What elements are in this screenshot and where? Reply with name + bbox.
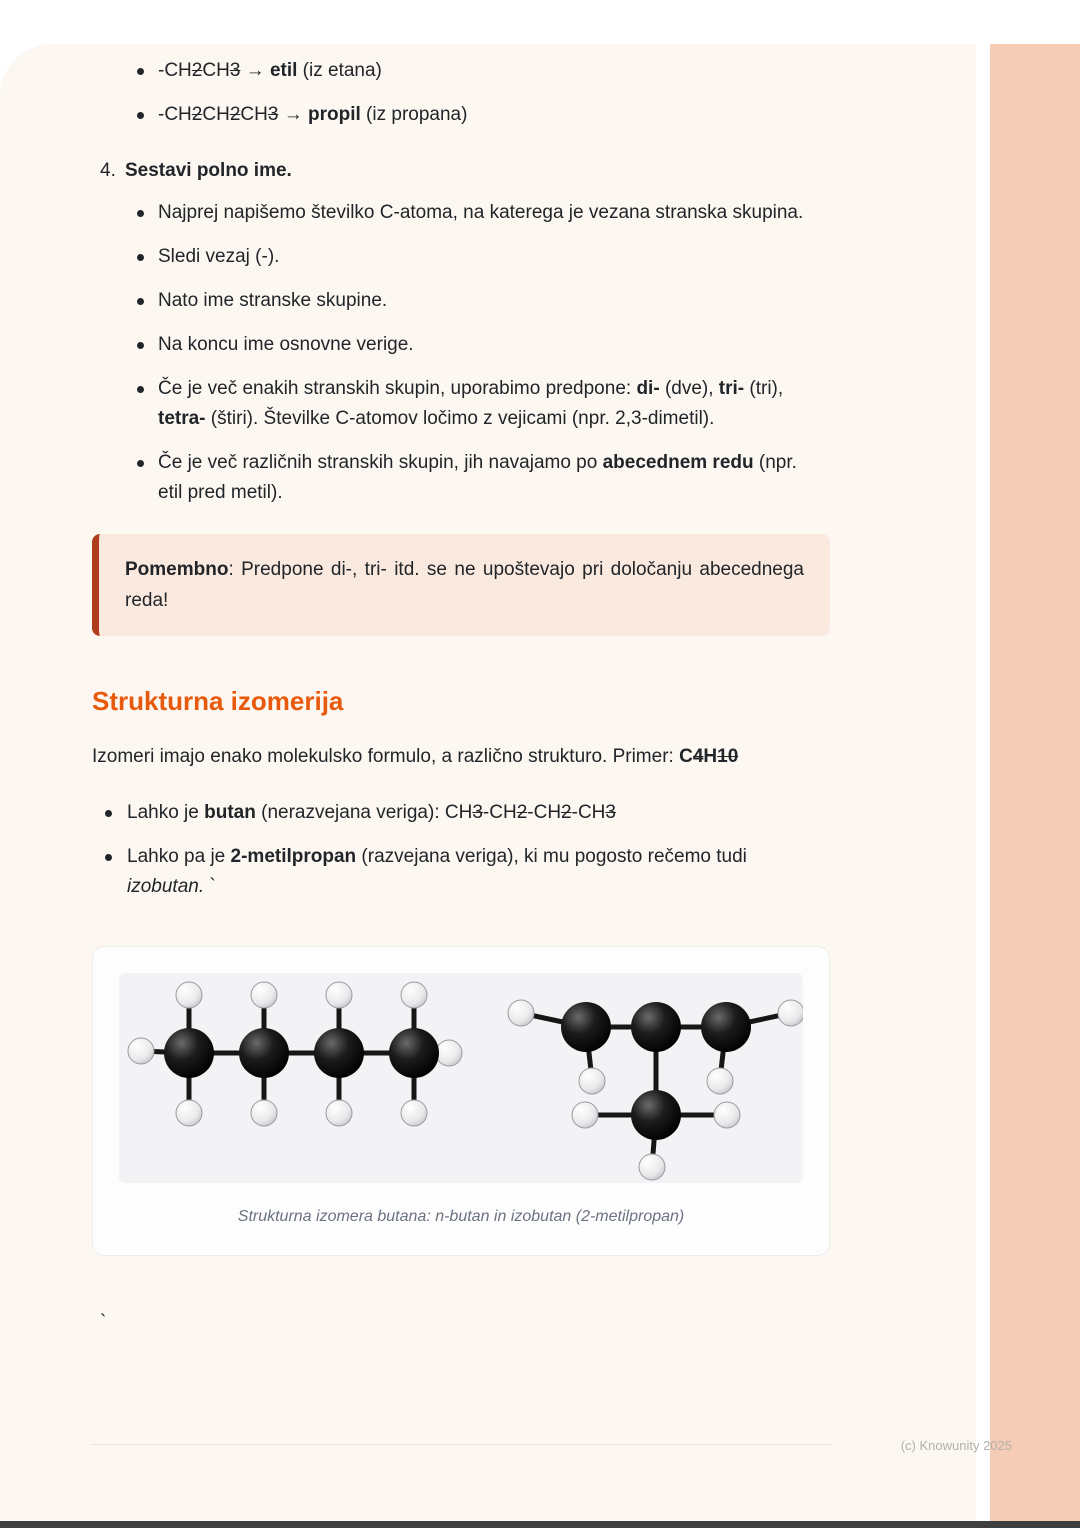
text-segment: Na koncu ime osnovne verige.: [158, 334, 414, 355]
important-callout: [92, 534, 830, 636]
hydrogen-atom: [508, 1000, 534, 1026]
text-segment: 2: [191, 104, 203, 125]
figure-card: [92, 946, 830, 1256]
text-segment: (npr. etil pred metil).: [158, 452, 797, 503]
section-heading: Strukturna izomerija: [92, 686, 344, 716]
text-segment: →: [240, 60, 270, 81]
text-segment: 3: [267, 104, 279, 125]
text-segment: Če je več enakih stranskih skupin, uporabimo predpone:: [158, 378, 637, 399]
hydrogen-atom: [401, 982, 427, 1008]
molecule-image: [119, 973, 803, 1183]
hydrogen-atom: [639, 1154, 665, 1180]
next-page-edge: [0, 1521, 1080, 1528]
text-segment: (iz etana): [297, 60, 382, 81]
text-segment: 3: [472, 802, 483, 823]
isomer-list: [92, 798, 832, 902]
carbon-atom: [631, 1090, 681, 1140]
text-segment: (dve),: [659, 378, 719, 399]
text-segment: 3: [605, 802, 616, 823]
hydrogen-atom: [326, 1100, 352, 1126]
text-segment: (štiri). Številke C-atomov ločimo z vejicami (npr. 2,3-dimetil).: [205, 408, 715, 429]
text-segment: 2-metilpropan: [230, 846, 357, 867]
text-segment: CH: [202, 60, 230, 81]
list-item-text: [158, 104, 467, 125]
list-item: [92, 198, 832, 228]
footer-divider: [92, 1444, 832, 1445]
carbon-atom: [631, 1002, 681, 1052]
stray-backtick: `: [100, 1312, 107, 1333]
text-segment: Nato ime stranske skupine.: [158, 290, 388, 311]
hydrogen-atom: [176, 982, 202, 1008]
document-content: [92, 44, 832, 1338]
list-item: [92, 374, 832, 434]
list-item: [92, 330, 832, 360]
list-item-text: [158, 334, 414, 355]
n-butane-model: [128, 982, 462, 1126]
text-segment: Če je več različnih stranskih skupin, jih navajamo po: [158, 452, 603, 473]
hydrogen-atom: [401, 1100, 427, 1126]
text-segment: -CH: [571, 802, 606, 823]
numbered-step-4: [92, 156, 832, 186]
carbon-atom: [314, 1028, 364, 1078]
text-segment: Sledi vezaj (-).: [158, 246, 280, 267]
text-segment: Lahko je: [127, 802, 205, 823]
hydrogen-atom: [326, 982, 352, 1008]
hydrogen-atom: [251, 1100, 277, 1126]
list-item-text: [127, 802, 616, 823]
text-segment: Izomeri imajo enako molekulsko formulo, a različno strukturo. Primer:: [92, 746, 680, 767]
text-segment: Najprej napišemo številko C-atoma, na katerega je vezana stranska skupina.: [158, 202, 804, 223]
carbon-atom: [239, 1028, 289, 1078]
hydrogen-atom: [251, 982, 277, 1008]
text-segment: izobutan.: [127, 876, 205, 897]
text-segment: tetra-: [158, 408, 206, 429]
list-item: [92, 242, 832, 272]
hydrogen-atom: [572, 1102, 598, 1128]
list-item-text: [158, 452, 797, 503]
alkyl-group-list: [92, 44, 832, 130]
text-segment: tri-: [718, 378, 745, 399]
text-segment: -CH: [158, 104, 192, 125]
text-segment: (iz propana): [360, 104, 468, 125]
carbon-atom: [561, 1002, 611, 1052]
list-item-text: [158, 290, 387, 311]
page-edge-gap: [976, 44, 990, 1522]
hydrogen-atom: [176, 1100, 202, 1126]
text-segment: -CH: [158, 60, 192, 81]
list-item: [92, 448, 832, 508]
hydrogen-atom: [714, 1102, 740, 1128]
text-segment: `: [204, 876, 216, 897]
text-segment: C: [679, 746, 693, 767]
step-number: 4.: [100, 160, 116, 181]
text-segment: (tri),: [744, 378, 784, 399]
list-item-text: [127, 846, 747, 897]
text-segment: 2: [561, 802, 572, 823]
text-segment: -CH: [482, 802, 517, 823]
text-segment: di-: [636, 378, 660, 399]
text-segment: CH: [202, 104, 230, 125]
text-segment: (razvejana veriga), ki mu pogosto rečemo tudi: [356, 846, 747, 867]
hydrogen-atom: [128, 1038, 154, 1064]
list-item-text: [158, 378, 783, 429]
list-item-text: [158, 60, 382, 81]
text-segment: propil: [307, 104, 361, 125]
figure-caption: Strukturna izomera butana: n-butan in izobutan (2-metilpropan): [237, 1208, 685, 1225]
text-segment: : Predpone di-, tri- itd. se ne upoštevajo pri določanju abecednega reda!: [125, 559, 804, 611]
hydrogen-atom: [436, 1040, 462, 1066]
text-segment: CH: [240, 104, 268, 125]
list-item: [92, 56, 832, 86]
list-item-text: [158, 246, 279, 267]
copyright: (c) Knowunity 2025: [900, 1438, 1012, 1453]
text-segment: (nerazvejana veriga): CH: [255, 802, 473, 823]
text-segment: abecednem redu: [602, 452, 754, 473]
carbon-atom: [701, 1002, 751, 1052]
text-segment: 10: [717, 746, 739, 767]
section-intro: [92, 742, 832, 772]
step-title: Sestavi polno ime.: [125, 160, 292, 181]
list-item-text: [158, 202, 803, 223]
text-segment: H: [703, 746, 718, 767]
list-item: [92, 100, 832, 130]
text-segment: 4: [692, 746, 704, 767]
page-edge-strip: [990, 44, 1080, 1522]
text-segment: Pomembno: [125, 559, 229, 580]
carbon-atom: [389, 1028, 439, 1078]
text-segment: etil: [269, 60, 298, 81]
callout-text: [125, 554, 804, 616]
text-segment: 2: [191, 60, 203, 81]
text-segment: butan: [204, 802, 256, 823]
hydrogen-atom: [778, 1000, 803, 1026]
list-item: [92, 286, 832, 316]
carbon-atom: [164, 1028, 214, 1078]
list-item: [92, 798, 832, 828]
step-4-substeps: [92, 198, 832, 508]
isobutane-model: [508, 1000, 803, 1180]
text-segment: 3: [229, 60, 241, 81]
list-item: [92, 842, 832, 902]
hydrogen-atom: [579, 1068, 605, 1094]
text-segment: 2: [516, 802, 528, 823]
text-segment: Lahko pa je: [127, 846, 231, 867]
text-segment: 2: [229, 104, 241, 125]
hydrogen-atom: [707, 1068, 733, 1094]
text-segment: -CH: [527, 802, 562, 823]
text-segment: →: [278, 104, 308, 125]
molecule-illustration: [119, 973, 803, 1183]
